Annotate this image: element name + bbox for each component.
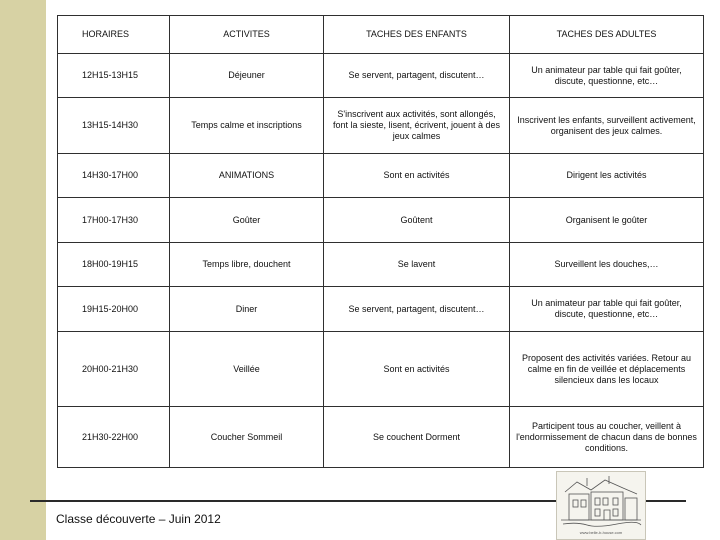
table-row	[58, 243, 704, 287]
table-row	[58, 54, 704, 98]
table-row	[58, 154, 704, 198]
footer-divider-right	[646, 500, 686, 502]
house-sketch-icon	[557, 472, 645, 539]
table-row	[58, 198, 704, 243]
header-activites: ACTIVITES	[170, 16, 324, 54]
cell-children-tasks: Se couchent Dorment	[324, 407, 510, 468]
table-row	[58, 287, 704, 332]
cell-time: 18H00-19H15	[58, 243, 170, 287]
header-horaires: HORAIRES	[58, 16, 170, 54]
cell-children-tasks: Se lavent	[324, 243, 510, 287]
table-row	[58, 98, 704, 154]
cell-adult-tasks: Un animateur par table qui fait goûter, discute, questionne, etc…	[510, 54, 704, 98]
cell-adult-tasks: Participent tous au coucher, veillent à l'endormissement de chacun dans de bonnes conditions.	[510, 407, 704, 468]
cell-children-tasks: Sont en activités	[324, 332, 510, 407]
cell-activity: Temps calme et inscriptions	[170, 98, 324, 154]
cell-adult-tasks: Un animateur par table qui fait goûter, discute, questionne, etc…	[510, 287, 704, 332]
cell-activity: Diner	[170, 287, 324, 332]
cell-children-tasks: Se servent, partagent, discutent…	[324, 287, 510, 332]
table-row	[58, 407, 704, 468]
footer-divider	[30, 500, 586, 502]
schedule-table	[57, 15, 704, 468]
cell-activity: Coucher Sommeil	[170, 407, 324, 468]
cell-activity: ANIMATIONS	[170, 154, 324, 198]
cell-time: 13H15-14H30	[58, 98, 170, 154]
cell-adult-tasks: Proposent des activités variées. Retour au calme en fin de veillée et déplacements silencieux dans les locaux	[510, 332, 704, 407]
cell-time: 21H30-22H00	[58, 407, 170, 468]
table-header	[58, 16, 704, 54]
cell-activity: Temps libre, douchent	[170, 243, 324, 287]
table-row	[58, 332, 704, 407]
logo-caption: www.belle-b-house.com	[579, 530, 623, 535]
cell-time: 19H15-20H00	[58, 287, 170, 332]
cell-activity: Veillée	[170, 332, 324, 407]
cell-time: 17H00-17H30	[58, 198, 170, 243]
header-taches-enfants: TACHES DES ENFANTS	[324, 16, 510, 54]
cell-time: 14H30-17H00	[58, 154, 170, 198]
cell-children-tasks: Se servent, partagent, discutent…	[324, 54, 510, 98]
cell-adult-tasks: Organisent le goûter	[510, 198, 704, 243]
cell-adult-tasks: Dirigent les activités	[510, 154, 704, 198]
house-sketch-logo	[556, 471, 646, 540]
cell-time: 20H00-21H30	[58, 332, 170, 407]
table-header-row	[58, 16, 704, 54]
header-taches-adultes: TACHES DES ADULTES	[510, 16, 704, 54]
cell-activity: Goûter	[170, 198, 324, 243]
footer-caption: Classe découverte – Juin 2012	[56, 512, 221, 526]
cell-activity: Déjeuner	[170, 54, 324, 98]
cell-adult-tasks: Surveillent les douches,…	[510, 243, 704, 287]
cell-children-tasks: Sont en activités	[324, 154, 510, 198]
left-decorative-band	[0, 0, 46, 540]
cell-time: 12H15-13H15	[58, 54, 170, 98]
cell-children-tasks: S'inscrivent aux activités, sont allongés, font la sieste, lisent, écrivent, jouent à des jeux calmes	[324, 98, 510, 154]
cell-children-tasks: Goûtent	[324, 198, 510, 243]
cell-adult-tasks: Inscrivent les enfants, surveillent activement, organisent des jeux calmes.	[510, 98, 704, 154]
